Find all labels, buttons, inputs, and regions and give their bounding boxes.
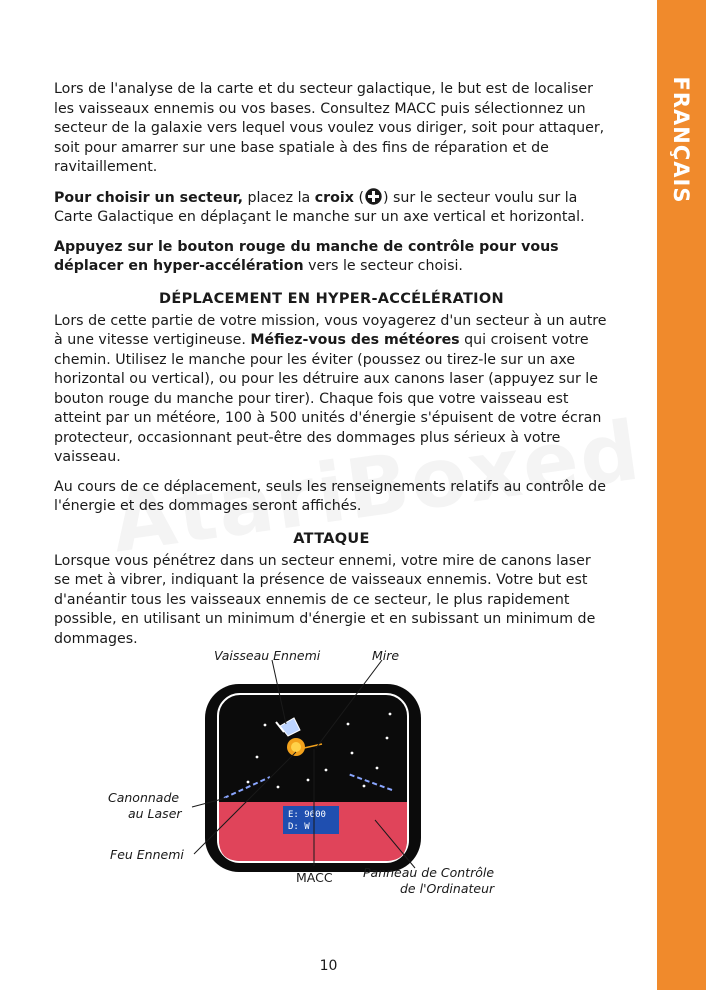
croix-bold: croix xyxy=(314,189,354,206)
text-span: ) sur le secteur voulu sur la Carte Galactique en déplaçant le manche sur un axe vertical et horizontal. xyxy=(54,189,585,225)
text-span: placez la xyxy=(242,189,315,206)
page-content xyxy=(54,80,609,659)
label-feu-ennemi: Feu Ennemi xyxy=(110,847,184,862)
label-panneau-line1: Panneau de Contrôle xyxy=(363,865,495,880)
label-vaisseau-ennemi: Vaisseau Ennemi xyxy=(214,648,321,663)
text-span: qui croisent votre chemin. Utilisez le manche pour les éviter (poussez ou tirez-le sur un axe horizontal ou vertical), ou pour les détruire aux canons laser (appuyez sur le bouton rouge du manche pour tirer). Chaque fois que votre vaisseau est atteint par un météore, 100 à 500 unités d'énergie s'épuisent de votre écran protecteur, occasionnant peut-être des dommages plus sérieux à votre vaisseau. xyxy=(54,332,602,465)
hyper-paragraph-1 xyxy=(54,312,609,468)
label-macc: MACC xyxy=(296,870,333,885)
label-mire: Mire xyxy=(372,648,400,663)
game-screen-diagram xyxy=(100,640,520,900)
language-tab-label: FRANÇAIS xyxy=(669,76,693,204)
cross-icon xyxy=(365,188,382,205)
attaque-paragraph: Lorsque vous pénétrez dans un secteur ennemi, votre mire de canons laser se met à vibrer, indiquant la présence de vaisseaux ennemis. Votre but est d'anéantir tous les vaisseaux ennemis de ce secteur, le plus rapidement possible, en utilisant un minimum d'énergie et en subissant un minimum de dommages. xyxy=(54,552,596,647)
hyper-instruction-bold: Appuyez sur le bouton rouge du manche de contrôle pour vous déplacer en hyper-accélération xyxy=(54,238,559,274)
readout-line-1: E: 9600 xyxy=(288,810,326,820)
hyper-instruction-paragraph xyxy=(54,238,609,277)
text-span: Lors de cette partie de votre mission, vous voyagerez d'un secteur à un autre à une vitesse vertigineuse. xyxy=(54,312,607,348)
section-title-hyper: DÉPLACEMENT EN HYPER-ACCÉLÉRATION xyxy=(159,290,504,307)
text-span: vers le secteur choisi. xyxy=(303,258,463,274)
label-panneau-line2: de l'Ordinateur xyxy=(400,881,495,896)
hyper-paragraph-2: Au cours de ce déplacement, seuls les renseignements relatifs au contrôle de l'énergie et des dommages seront affichés. xyxy=(54,478,606,514)
choose-sector-paragraph xyxy=(54,188,609,228)
text-span: ( xyxy=(353,189,364,206)
readout-line-2: D: W xyxy=(288,822,310,832)
choose-sector-bold: Pour choisir un secteur, xyxy=(54,189,243,206)
section-title-attaque: ATTAQUE xyxy=(293,530,370,547)
label-canonnade-line1: Canonnade xyxy=(108,790,180,805)
explosion xyxy=(287,738,305,756)
intro-paragraph: Lors de l'analyse de la carte et du secteur galactique, le but est de localiser les vaisseaux ennemis ou vos bases. Consultez MACC puis sélectionnez un secteur de la galaxie vers lequel vous voulez vous diriger, soit pour attaquer, soit pour amarrer sur une base spatiale à des fins de réparation et de ravitaillement. xyxy=(54,81,605,175)
page-number: 10 xyxy=(319,958,338,974)
meteor-warning-bold: Méfiez-vous des météores xyxy=(250,332,460,348)
label-canonnade-line2: au Laser xyxy=(128,806,182,821)
